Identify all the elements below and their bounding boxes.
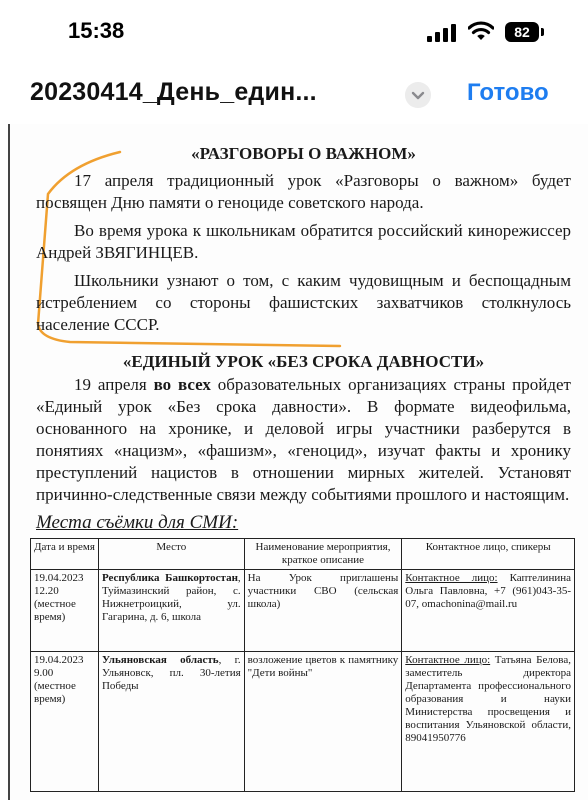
paragraph-4-start: 19 апреля (74, 375, 154, 394)
header-event: Наименование мероприятия, краткое описание (244, 539, 402, 570)
signal-icon (427, 24, 457, 42)
status-time: 15:38 (68, 18, 125, 43)
header-date: Дата и время (31, 539, 99, 570)
paragraph-4-rest: образовательных организациях страны пройдет «Единый урок «Без срока давности». В формате видеофильма, основанного на хронике, и деловой игры участники разберутся в понятиях «нацизм», «фашизм», «геноцид», изучат факты и хронику преступлений нацистов в отношении мирных жителей. Установят причинно-следственные связи между событиями прошлого и настоящим. (36, 375, 571, 504)
document-title[interactable]: 20230414_День_един... (30, 78, 317, 106)
table-header-row (31, 539, 575, 570)
heading-single-lesson: «ЕДИНЫЙ УРОК «БЕЗ СРОКА ДАВНОСТИ» (122, 352, 485, 371)
cell-place (98, 652, 244, 792)
cell-place (98, 570, 244, 652)
place-rest: , г. Ульяновск, пл. 30-летия Победы (101, 654, 241, 692)
contact-text: Каптелинина Ольга Павловна, +7 (961)043-35-07, omachonina@mail.ru (405, 572, 571, 610)
paragraph-4 (36, 374, 571, 506)
document-body (36, 144, 571, 792)
battery-icon: 82 (505, 22, 539, 42)
cell-contact (402, 652, 575, 792)
table-row (31, 652, 575, 792)
cell-event: возложение цветов к памятнику "Дети войны" (244, 652, 402, 792)
cell-contact (402, 570, 575, 652)
chevron-down-icon[interactable] (405, 82, 431, 108)
place-rest: , Туймазинский район, с. Нижнетроицкий, ул. Гагарина, д. 6, школа (101, 572, 241, 623)
media-locations-title: Места съёмки для СМИ: (36, 512, 239, 533)
cell-date: 19.04.2023 9.00 (местное время) (31, 652, 99, 792)
battery-tip (541, 28, 544, 36)
document-page[interactable] (8, 124, 588, 800)
header-place: Место (98, 539, 244, 570)
contact-text: Татьяна Белова, заместитель директора Департамента профессионального образования и науки Министерства просвещения и воспитания Ульяновской области, 89041950776 (405, 654, 571, 744)
status-bar (0, 0, 588, 64)
nav-bar (0, 64, 588, 124)
media-table (30, 538, 575, 792)
header-contact: Контактное лицо, спикеры (402, 539, 575, 570)
contact-label: Контактное лицо: (405, 654, 491, 666)
place-bold: Республика Башкортостан (101, 572, 238, 584)
paragraph-1: 17 апреля традиционный урок «Разговоры о важном» будет посвящен Дню памяти о геноциде советского народа. (36, 171, 571, 212)
place-bold: Ульяновская область (101, 654, 219, 666)
table-row (31, 570, 575, 652)
paragraph-2: Во время урока к школьникам обратится российский кинорежиссер Андрей ЗВЯГИНЦЕВ. (36, 221, 571, 262)
paragraph-3: Школьники узнают о том, с каким чудовищным и беспощадным истреблением со стороны фашистских захватчиков столкнулось население СССР. (36, 271, 571, 334)
heading-important-talks: «РАЗГОВОРЫ О ВАЖНОМ» (191, 144, 416, 163)
paragraph-4-bold: во всех (153, 375, 211, 394)
contact-label: Контактное лицо: (405, 572, 498, 584)
done-button[interactable]: Готово (467, 79, 549, 106)
wifi-icon (468, 20, 494, 42)
cell-date: 19.04.2023 12.20 (местное время) (31, 570, 99, 652)
cell-event: На Урок приглашены участники СВО (сельская школа) (244, 570, 402, 652)
